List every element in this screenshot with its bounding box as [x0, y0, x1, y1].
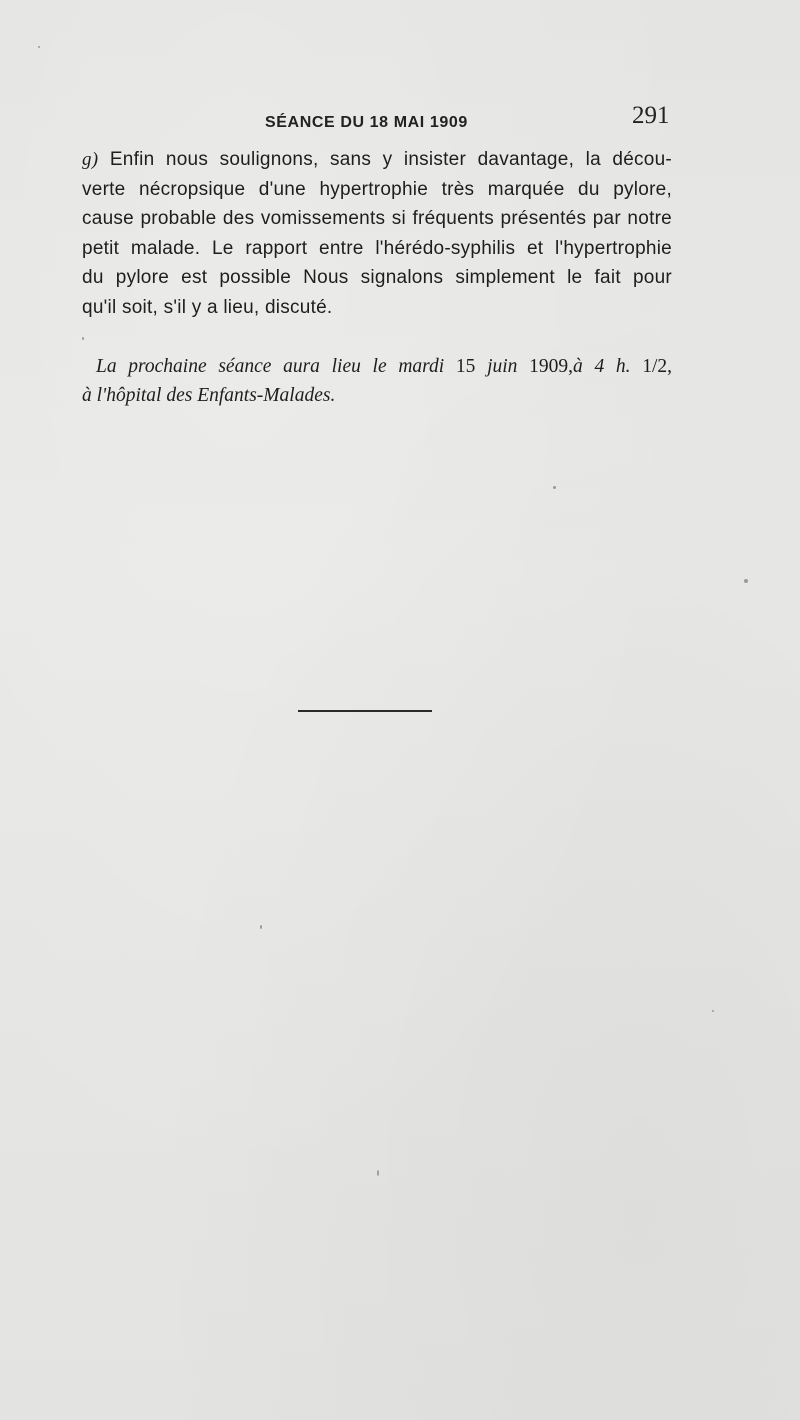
paper-speck [82, 337, 84, 340]
announcement-line [82, 352, 672, 381]
paragraph-line: qu'il soit, s'il y a lieu, discuté. [82, 296, 333, 318]
end-rule [298, 710, 432, 712]
paper-speck [712, 1010, 714, 1012]
paragraph-line: verte nécropsique d'une hypertrophie très marquée du pylore, [82, 178, 672, 200]
paper-speck [260, 925, 262, 929]
announcement-year: 1909, [529, 356, 573, 377]
paper-speck [744, 579, 748, 583]
paper-speck [377, 1170, 379, 1176]
paragraph-line-text: Enfin nous soulignons, sans y insister davantage, la décou- [98, 149, 672, 170]
next-session-announcement [82, 352, 672, 410]
page-number: 291 [632, 102, 670, 129]
announcement-line: à l'hôpital des Enfants-Malades. [82, 385, 336, 406]
paragraph-line: petit malade. Le rapport entre l'hérédo-syphilis et l'hypertrophie [82, 237, 672, 259]
announcement-time: à 4 h. [573, 356, 643, 377]
announcement-text: La prochaine séance aura lieu le mardi [96, 356, 456, 377]
body-paragraph [82, 145, 672, 322]
running-head: SÉANCE DU 18 MAI 1909 [265, 114, 468, 131]
item-marker: g) [82, 149, 99, 170]
paper-speck [38, 46, 40, 48]
announcement-fraction: 1/2, [642, 356, 673, 377]
paragraph-line: du pylore est possible Nous signalons simplement le fait pour [82, 267, 672, 288]
announcement-day: 15 [455, 356, 476, 377]
announcement-month: juin [475, 356, 530, 377]
paragraph-line [82, 145, 672, 175]
paper-speck [553, 486, 556, 489]
paragraph-line: cause probable des vomissements si fréquents présentés par notre [82, 208, 672, 229]
page-header [0, 100, 800, 140]
